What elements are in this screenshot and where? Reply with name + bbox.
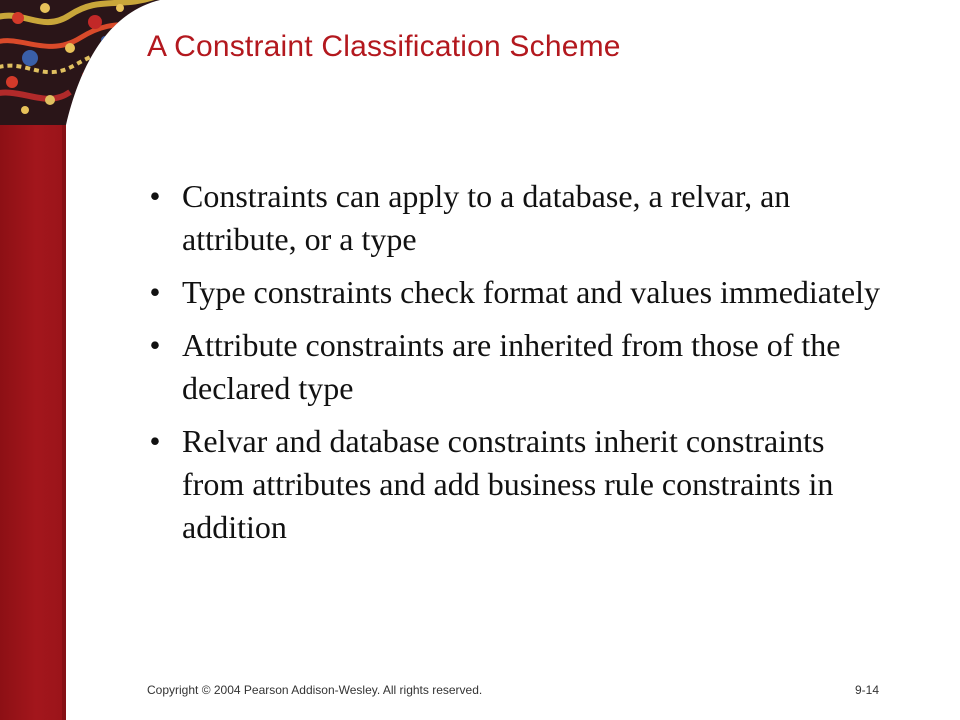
footer-copyright: Copyright © 2004 Pearson Addison-Wesley. All rights reserved. bbox=[147, 683, 483, 697]
bullet-text: Relvar and database constraints inherit constraints from attributes and add business rule constraints in addition bbox=[182, 423, 834, 545]
bullet-text: Attribute constraints are inherited from those of the declared type bbox=[182, 327, 841, 406]
bullet-marker: • bbox=[149, 327, 161, 363]
bullet-marker: • bbox=[149, 178, 161, 214]
bullet-item bbox=[140, 420, 880, 549]
bullet-marker: • bbox=[149, 274, 161, 310]
bullet-marker: • bbox=[149, 423, 161, 459]
bullet-item bbox=[140, 271, 880, 314]
bullet-text: Type constraints check format and values immediately bbox=[182, 274, 880, 310]
bullet-item bbox=[140, 175, 880, 261]
footer-page-number: 9-14 bbox=[855, 683, 880, 697]
red-band-edge bbox=[62, 110, 66, 720]
bullet-list bbox=[140, 175, 880, 559]
decorative-corner-artwork bbox=[0, 0, 160, 125]
bullet-item bbox=[140, 324, 880, 410]
slide-title: A Constraint Classification Scheme bbox=[147, 30, 621, 63]
bullet-text: Constraints can apply to a database, a relvar, an attribute, or a type bbox=[182, 178, 791, 257]
